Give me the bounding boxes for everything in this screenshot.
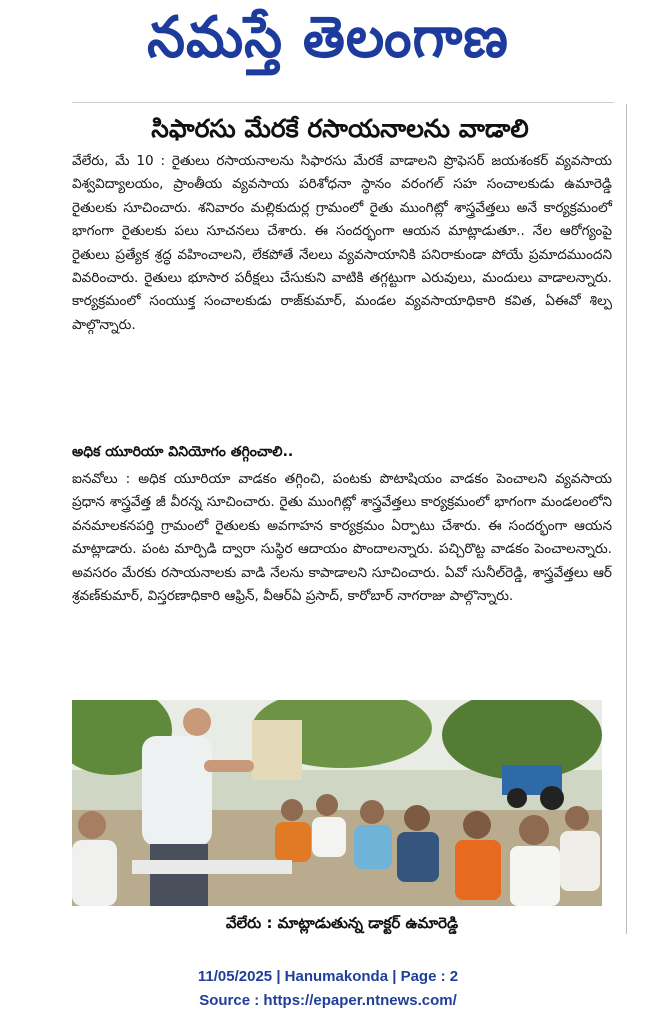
article-body-1	[72, 150, 612, 337]
article-paragraph: వేలేరు, మే 10 : రైతులు రసాయనాలను సిఫారసు మేరకే వాడాలని ప్రొఫెసర్ జయశంకర్ వ్యవసాయ విశ్వవిద్యాలయం, ప్రాంతీయ వ్యవసాయ పరిశోధనా స్థానం వరంగల్ సహ సంచాలకుడు ఉమారెడ్డి రైతులకు సూచించారు. శనివారం మల్లికుదుర్ల గ్రామంలో రైతు ముంగిట్లో శాస్త్రవేత్తలు అనే కార్యక్రమంలో భాగంగా రైతులకు పలు సూచనలు చేశారు. ఈ సందర్భంగా ఆయన మాట్లాడుతూ.. నేల ఆరోగ్యంపై రైతులు ప్రత్యేక శ్రద్ధ వహించాలని, లేకపోతే నేలలు వ్యవసాయానికి పనిరాకుండా పోయే ప్రమాదముందని వివరించారు. రైతులు భూసార పరీక్షలు చేసుకుని వాటికి తగ్గట్టుగా ఎరువులు, మందులు వాడాలన్నారు. కార్యక్రమంలో సంయుక్త సంచాలకుడు రాజ్‌కుమార్, మండల వ్యవసాయాధికారి కవిత, ఏఈవో శిల్ప పాల్గొన్నారు.	[72, 153, 612, 333]
article-body-2	[72, 468, 612, 608]
article-paragraph-2: ఐనవోలు : అధిక యూరియా వాడకం తగ్గించి, పంటకు పొటాషియం వాడకం పెంచాలని వ్యవసాయ ప్రధాన శాస్త్రవేత్త జీ వీరన్న సూచించారు. రైతు ముంగిట్లో శాస్త్రవేత్తలు కార్యక్రమంలో భాగంగా మండలంలోని వనమాలకనపర్తి గ్రామంలో రైతులకు అవగాహన కార్యక్రమం ఏర్పాటు చేశారు. ఈ సందర్భంగా ఆయన మాట్లాడారు. పంట మార్పిడి ద్వారా సుస్థిర ఆదాయం పొందాలన్నారు. పచ్చిరొట్ట వాడకం పెంచాలన్నారు. అవసరం మేరకు రసాయనాలకు వాడి నేలను కాపాడాలని సూచించారు. ఏవో సునీల్‌రెడ్డి, శాస్త్రవేత్తలు ఆర్ శ్రవణ్‌కుమార్, విస్తరణాధికారి ఆఫ్రిన్, వీఆర్‌ఏ ప్రసాద్, కారోబార్ నాగరాజు పాల్గొన్నారు.	[72, 471, 612, 605]
article-headline: సిఫారసు మేరకే రసాయనాలను వాడాలి	[151, 114, 529, 143]
newspaper-logo: నమస్తే తెలంగాణ	[147, 3, 509, 70]
source-link[interactable]: Source : https://epaper.ntnews.com/	[199, 992, 457, 1009]
photo-caption: వేలేరు : మాట్లాడుతున్న డాక్టర్ ఉమారెడ్డి	[225, 914, 459, 932]
photo-illustration	[72, 700, 602, 906]
top-divider	[72, 102, 614, 103]
article-subheading: అధిక యూరియా వినియోగం తగ్గించాలి..	[72, 444, 294, 460]
article-photo	[72, 700, 602, 906]
masthead	[0, 0, 656, 88]
edition-info: 11/05/2025 | Hanumakonda | Page : 2	[197, 968, 459, 985]
column-divider	[626, 104, 627, 934]
